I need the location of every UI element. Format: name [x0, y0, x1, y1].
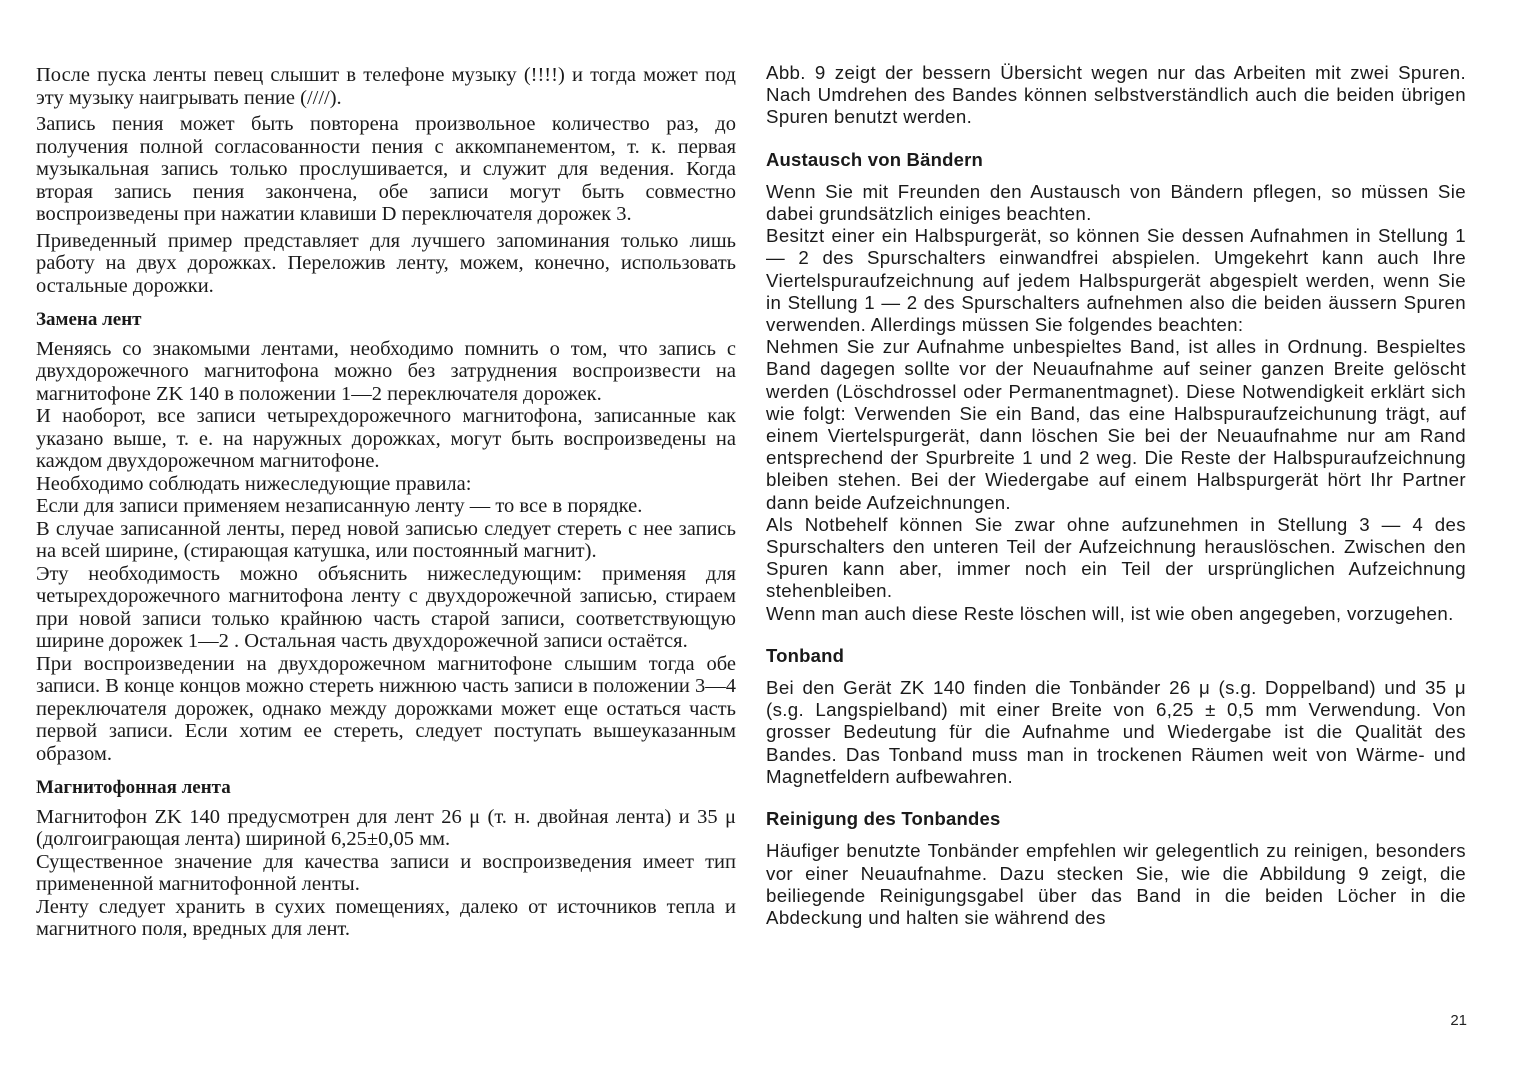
paragraph: Abb. 9 zeigt der bessern Übersicht wegen nur das Arbeiten mit zwei Spuren. Nach Umdrehen des Bandes können selbstverständlich auch die beiden übrigen Spuren benutzt werden.	[766, 62, 1466, 128]
paragraph: Häufiger benutzte Tonbänder empfehlen wir gelegentlich zu reinigen, besonders vor einer Neuaufnahme. Dazu stecken Sie, wie die Abbildung 9 zeigt, die beiliegende Reinigungsgabel über das Band in die beiden Löcher in die Abdeckung und halten sie während des	[766, 840, 1466, 928]
paragraph: Запись пения может быть повторена произвольное количество раз, до получения полной согласованности пения с аккомпанементом, т. к. первая музыкальная запись только прослушивается, и служит для ведения. Когда вторая запись пения закончена, обе записи могут быть совместно воспроизведены при нажатии клавиши D переключателя дорожек 3.	[36, 113, 736, 225]
paragraph: Wenn Sie mit Freunden den Austausch von Bändern pflegen, so müssen Sie dabei grundsätzlich einiges beachten.	[766, 180, 1466, 225]
paragraph: Wenn man auch diese Reste löschen will, ist wie oben angegeben, vorzugehen.	[766, 602, 1454, 624]
paragraph: Существенное значение для качества записи и воспроизведения имеет тип примененной магнитофонной ленты.	[36, 850, 736, 895]
paragraph: Необходимо соблюдать нижеследующие правила:	[36, 472, 472, 495]
paragraph: Если для записи применяем незаписанную ленту — то все в порядке.	[36, 495, 643, 517]
paragraph: Als Notbehelf können Sie zwar ohne aufzunehmen in Stellung 3 — 4 des Spurschalters den unteren Teil der Aufzeichnung herauslöschen. Zwischen den Spuren kann aber, immer noch ein Teil der ursprünglichen Aufzeichnung stehenbleiben.	[766, 513, 1466, 602]
paragraph: Приведенный пример представляет для лучшего запоминания только лишь работу на двух дорожках. Переложив ленту, можем, конечно, использовать остальные дорожки.	[36, 229, 736, 297]
paragraph: И наоборот, все записи четырехдорожечного магнитофона, записанные как указано выше, т. е. на наружных дорожках, могут быть воспроизведены на каждом двухдорожечном магнитофоне.	[36, 405, 736, 472]
paragraph: Ленту следует хранить в сухих помещениях, далеко от источников тепла и магнитного поля, вредных для лент.	[36, 895, 736, 940]
paragraph: После пуска ленты певец слышит в телефоне музыку (!!!!) и тогда может под эту музыку наигрывать пение (////).	[36, 64, 736, 109]
page-number: 21	[1450, 1012, 1467, 1029]
german-text-column	[766, 62, 1466, 929]
paragraph: Bei den Gerät ZK 140 finden die Tonbänder 26 μ (s.g. Doppelband) und 35 μ (s.g. Langspielband) mit einer Breite von 6,25 ± 0,5 mm Verwendung. Von grosser Bedeutung für die Aufnahme und Wiedergabe ist die Qualität des Bandes. Das Tonband muss man in trockenen Räumen weit von Wärme- und Magnetfeldern aufbewahren.	[766, 677, 1466, 787]
paragraph: Меняясь со знакомыми лентами, необходимо помнить о том, что запись с двухдорожечного магнитофона можно без затруднения воспроизвести на магнитофоне ZK 140 в положении 1—2 переключателя дорожек.	[36, 337, 736, 405]
paragraph: В случае записанной ленты, перед новой записью следует стереть с нее запись на всей ширине, (стирающая катушка, или постоянный магнит).	[36, 517, 736, 562]
paragraph: Магнитофон ZK 140 предусмотрен для лент 26 μ (т. н. двойная лента) и 35 μ (долгоиграющая лента) шириной 6,25±0,05 мм.	[36, 805, 736, 850]
section-heading: Austausch von Bändern	[766, 148, 983, 170]
paragraph: Эту необходимость можно объяснить нижеследующим: применяя для четырехдорожечного магнитофона ленту с двухдорожечной записью, стираем при новой записи только крайнюю часть старой записи, соответствующую ширине дорожек 1—2 . Остальная часть двухдорожечной записи остаётся.	[36, 562, 736, 652]
russian-text-column	[36, 64, 736, 941]
section-heading: Магнитофонная лента	[36, 777, 231, 798]
section-heading: Замена лент	[36, 309, 142, 330]
paragraph: Besitzt einer ein Halbspurgerät, so können Sie dessen Aufnahmen in Stellung 1 — 2 des Spurschalters einwandfrei abspielen. Umgekehrt kann auch Ihre Viertelspuraufzeichnung auf jedem Halbspurgerät abgespielt werden, wenn Sie in Stellung 1 — 2 des Spurschalters aufnehmen also die beiden äussern Spuren verwenden. Allerdings müssen Sie folgendes beachten:	[766, 225, 1466, 336]
paragraph: Nehmen Sie zur Aufnahme unbespieltes Band, ist alles in Ordnung. Bespieltes Band dagegen sollte vor der Neuaufnahme auf seiner ganzen Breite gelöscht werden (Löschdrossel oder Permanentmagnet). Diese Notwendigkeit erklärt sich wie folgt: Verwenden Sie ein Band, das eine Halbspuraufzeichunung trägt, auf einem Viertelspurgerät, dann löschen Sie bei der Neuaufnahme nur am Rand entsprechend der Spurbreite 1 und 2 weg. Die Reste der Halbspuraufzeichnung bleiben stehen. Bei der Wiedergabe auf einem Halbspurgerät hört Ihr Partner dann beide Aufzeichnungen.	[766, 336, 1466, 513]
paragraph: При воспроизведении на двухдорожечном магнитофоне слышим тогда обе записи. В конце концов можно стереть нижнюю часть записи в положении 3—4 переключателя дорожек, однако между дорожками может еще остаться часть первой записи. Если хотим ее стереть, следует поступать вышеуказанным образом.	[36, 652, 736, 765]
section-heading: Tonband	[766, 644, 845, 666]
section-heading: Reinigung des Tonbandes	[766, 808, 1001, 830]
